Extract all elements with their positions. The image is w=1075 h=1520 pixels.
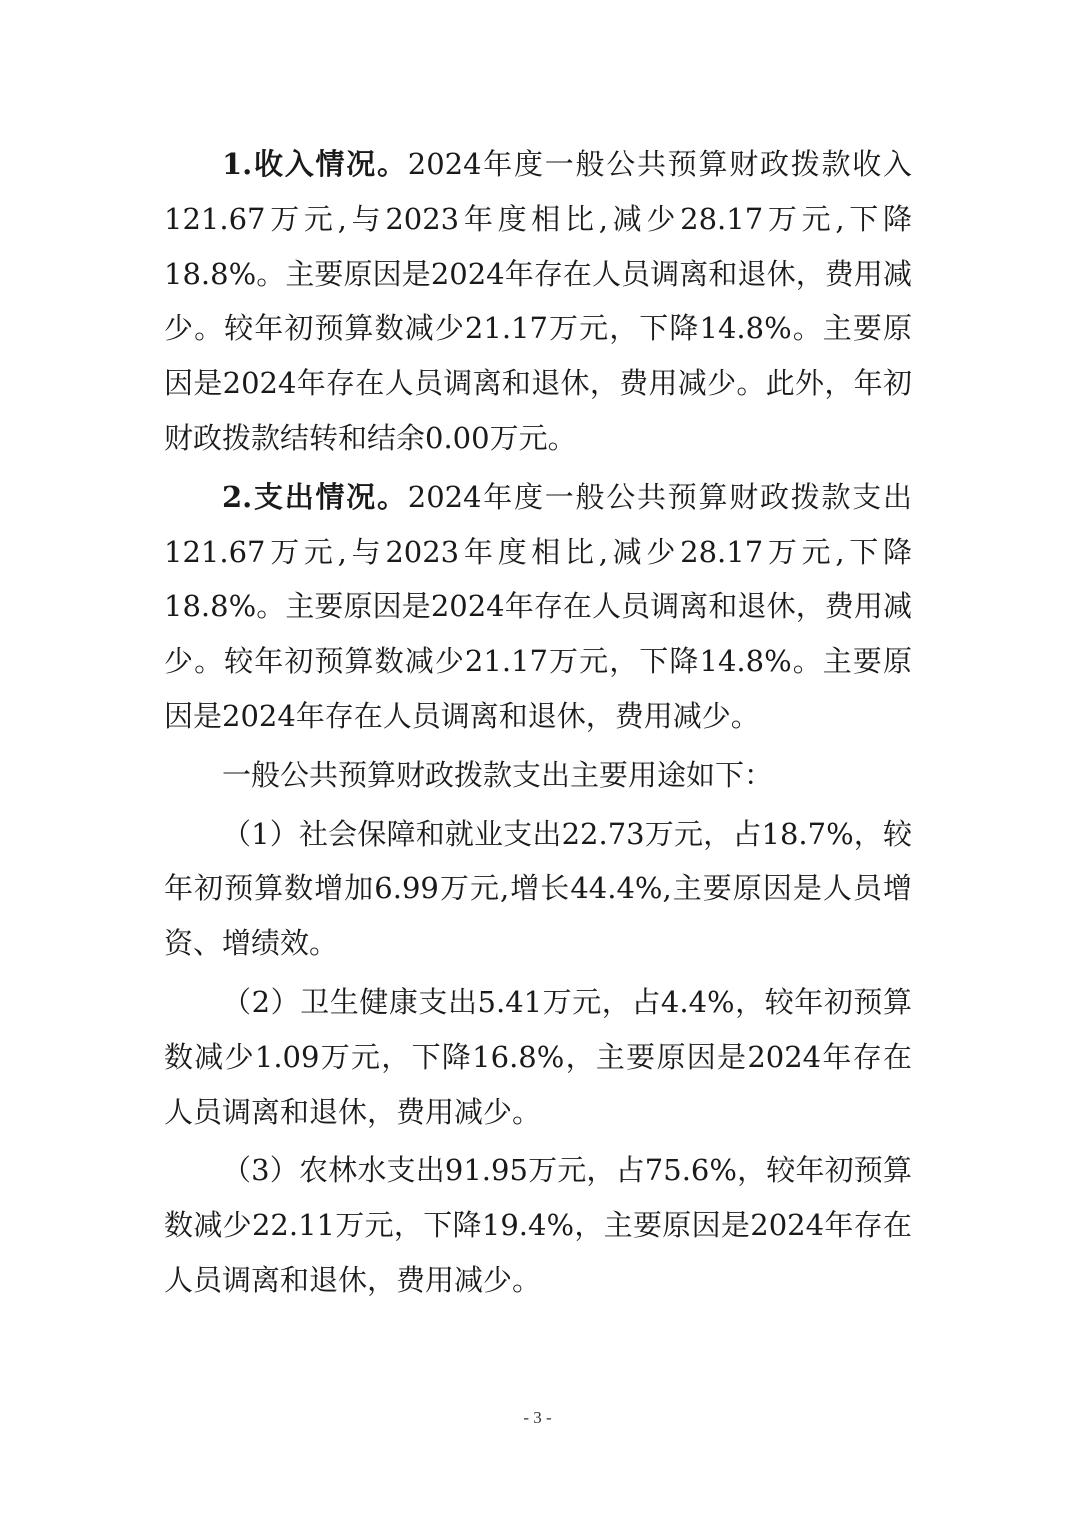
usage-intro-text: 一般公共预算财政拨款支出主要用途如下： <box>222 757 774 792</box>
usage-item-social-security <box>164 807 912 971</box>
income-paragraph <box>164 137 912 466</box>
usage-item-text: （3）农林水支出91.95万元，占75.6%，较年初预算数减少22.11万元，下降19.4%，主要原因是2024年存在人员调离和退休，费用减少。 <box>164 1153 912 1297</box>
document-body <box>164 137 912 1308</box>
usage-item-agriculture <box>164 1143 912 1307</box>
expenditure-paragraph <box>164 470 912 744</box>
usage-item-text: （1）社会保障和就业支出22.73万元，占18.7%，较年初预算数增加6.99万元,增长44.4%,主要原因是人员增资、增绩效。 <box>164 816 912 961</box>
income-heading: 1.收入情况。 <box>222 147 408 181</box>
expenditure-text: 2024年度一般公共预算财政拨款支出121.67万元,与2023年度相比,减少28.17万元,下降18.8%。主要原因是2024年存在人员调离和退休，费用减少。较年初预算数减少21.17万元，下降14.8%。主要原因是2024年存在人员调离和退休，费用减少。 <box>164 479 912 733</box>
usage-intro-paragraph <box>164 748 912 803</box>
usage-item-text: （2）卫生健康支出5.41万元，占4.4%，较年初预算数减少1.09万元，下降16.8%，主要原因是2024年存在人员调离和退休，费用减少。 <box>164 984 912 1129</box>
expenditure-heading: 2.支出情况。 <box>222 479 408 514</box>
page-number: - 3 - <box>523 1408 552 1427</box>
usage-item-health <box>164 975 912 1139</box>
income-text: 2024年度一般公共预算财政拨款收入121.67万元,与2023年度相比,减少28.17万元,下降18.8%。主要原因是2024年存在人员调离和退休，费用减少。较年初预算数减少21.17万元，下降14.8%。主要原因是2024年存在人员调离和退休，费用减少。此外，年初财政拨款结转和结余0.00万元。 <box>164 147 912 455</box>
